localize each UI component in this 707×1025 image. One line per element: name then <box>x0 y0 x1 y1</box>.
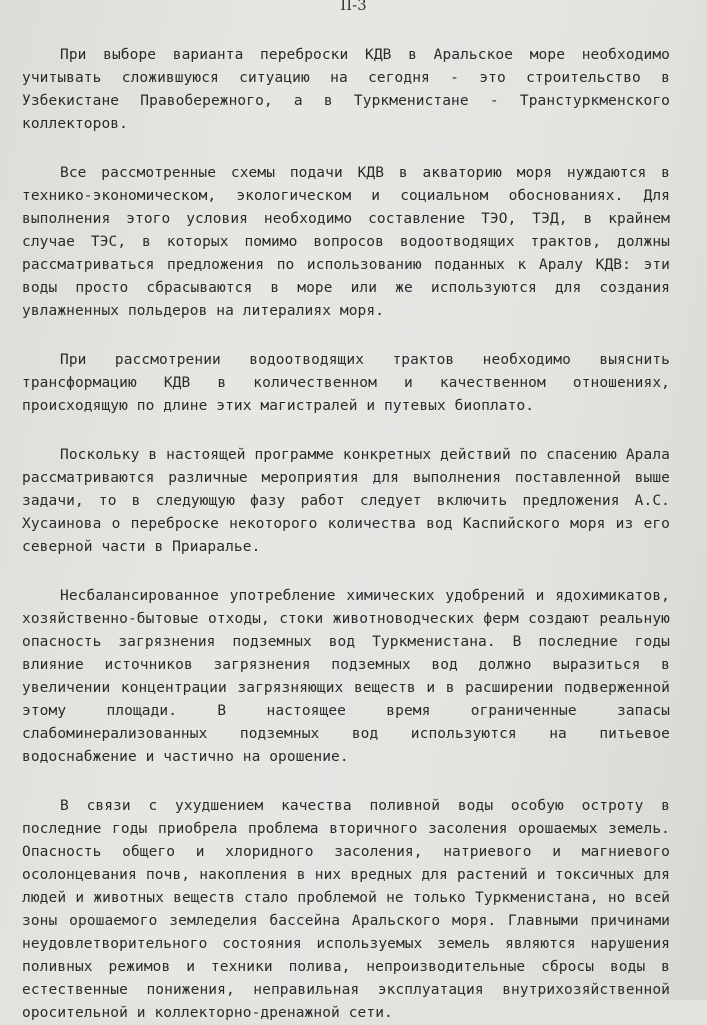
paragraph-1: При выборе варианта переброски КДВ в Аральское море необходимо учитывать сложившуюся ситуацию на сегодня - это строительство в Узбекистане Правобережного, а в Туркменистане - Транстуркменского коллекторов. <box>22 47 670 132</box>
page-number: II-3 <box>340 0 367 14</box>
paragraph-3: При рассмотрении водоотводящих трактов необходимо выяснить трансформацию КДВ в количественном и качественном отношениях, происходящую по длине этих магистралей и путевых биоплато. <box>22 352 670 414</box>
paragraph-6: В связи с ухудшением качества поливной воды особую остроту в последние годы приобрела проблема вторичного засоления орошаемых земель. Опасность общего и хлоридного засоления, натриевого и магниевого осолонцевания почв, накопления в них вредных для растений и токсичных для людей и животных веществ стало проблемой не только Туркменистана, но всей зоны орошаемого земледелия бассейна Аральского моря. Главными причинами неудовлетворительного состояния используемых земель являются нарушения поливных режимов и техники полива, непроизводительные сбросы воды в естественные понижения, неправильная эксплуатация внутрихозяйственной оросительной и коллекторно-дренажной сети. <box>22 798 670 1021</box>
paragraph-5: Несбалансированное употребление химических удобрений и ядохимикатов, хозяйственно-бытовые отходы, стоки животноводческих ферм создают реальную опасность загрязнения подземных вод Туркменистана. В последние годы влияние источников загрязнения подземных вод должно выразиться в увеличении концентрации загрязняющих веществ и в расширении подверженной этому площади. В настоящее время ограниченные запасы слабоминерализованных подземных вод используются на питьевое водоснабжение и частично на орошение. <box>22 588 670 765</box>
document-body <box>22 44 670 1025</box>
paragraph-2: Все рассмотренные схемы подачи КДВ в акваторию моря нуждаются в технико-экономическом, экологическом и социальном обоснованиях. Для выполнения этого условия необходимо составление ТЭО, ТЭД, в крайнем случае ТЭС, в которых помимо вопросов водоотводящих трактов, должны рассматриваться предложения по использованию поданных к Аралу КДВ: эти воды просто сбрасываются в море или же используются для создания увлажненных польдеров на литералиях моря. <box>22 165 670 319</box>
paragraph-4: Поскольку в настоящей программе конкретных действий по спасению Арала рассматриваются различные мероприятия для выполнения поставленной выше задачи, то в следующую фазу работ следует включить предложения А.С. Хусаинова о переброске некоторого количества вод Каспийского моря из его северной части в Приаралье. <box>22 447 670 555</box>
